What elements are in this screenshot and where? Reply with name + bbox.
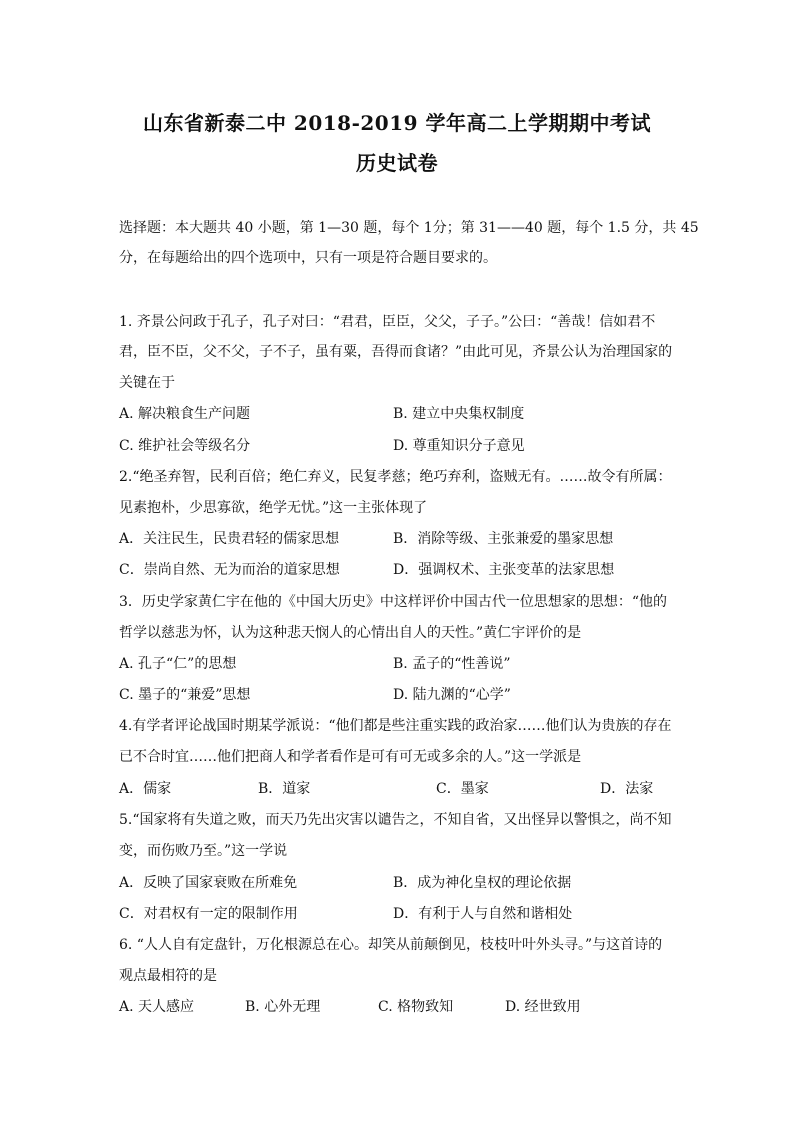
question-6-option-d: D. 经世致用 [505,999,581,1015]
question-3-line-2: 哲学以慈悲为怀，认为这种悲天悯人的心情出自人的天性。”黄仁宇评价的是 [119,625,582,641]
question-1-option-d: D. 尊重知识分子意见 [393,438,525,454]
question-2-option-b: B．消除等级、主张兼爱的墨家思想 [393,531,614,547]
question-1-line-1: 1. 齐景公问政于孔子，孔子对曰：“君君，臣臣，父父，子子。”公曰：“善哉！信如君不 [119,314,656,330]
question-3-option-d: D. 陆九渊的“心学” [393,687,511,703]
question-5-line-1: 5.“国家将有失道之败，而天乃先出灾害以谴告之，不知自省，又出怪异以警惧之，尚不知 [119,812,672,828]
exam-subtitle: 历史试卷 [356,151,438,175]
question-4-option-b: B．道家 [258,781,311,797]
question-1-line-2: 君，臣不臣，父不父，子不子，虽有粟，吾得而食诸？”由此可见，齐景公认为治理国家的 [119,344,673,360]
question-2-line-1: 2.“绝圣弃智，民利百倍；绝仁弃义，民复孝慈；绝巧弃利，盗贼无有。……故令有所属： [119,469,672,485]
question-4-option-a: A．儒家 [119,781,172,797]
instructions-line-2: 分，在每题给出的四个选项中，只有一项是符合题目要求的。 [119,250,497,266]
question-1-option-b: B. 建立中央集权制度 [393,406,525,422]
question-4-line-1: 4.有学者评论战国时期某学派说：“他们都是些注重实践的政治家……他们认为贵族的存在 [119,718,672,734]
question-6-line-1: 6. “人人自有定盘针，万化根源总在心。却笑从前颠倒见，枝枝叶叶外头寻。”与这首诗的 [119,937,663,953]
question-3-line-1: 3．历史学家黄仁宇在他的《中国大历史》中这样评价中国古代一位思想家的思想：“他的 [119,594,668,610]
question-3-option-c: C. 墨子的“兼爱”思想 [119,687,251,703]
question-4-option-d: D．法家 [600,781,654,797]
question-6-option-b: B. 心外无理 [245,999,321,1015]
question-3-option-a: A. 孔子“仁”的思想 [119,656,237,672]
question-1-option-a: A. 解决粮食生产问题 [119,406,251,422]
question-5-line-2: 变，而伤败乃至。”这一学说 [119,843,288,859]
question-2-option-c: C．崇尚自然、无为而治的道家思想 [119,562,340,578]
question-6-line-2: 观点最相符的是 [119,968,217,984]
question-5-option-d: D．有利于人与自然和谐相处 [393,906,573,922]
question-5-option-b: B．成为神化皇权的理论依据 [393,875,572,891]
question-2-line-2: 见素抱朴，少思寡欲，绝学无忧。”这一主张体现了 [119,500,428,516]
question-1-option-c: C. 维护社会等级名分 [119,438,251,454]
question-6-option-a: A. 天人感应 [119,999,195,1015]
question-5-option-a: A．反映了国家衰败在所难免 [119,875,298,891]
question-2-option-d: D．强调权术、主张变革的法家思想 [393,562,615,578]
exam-title: 山东省新泰二中 2018-2019 学年高二上学期期中考试 [142,111,652,135]
question-6-option-c: C. 格物致知 [378,999,454,1015]
question-4-option-c: C．墨家 [436,781,489,797]
question-1-line-3: 关键在于 [119,375,175,391]
instructions-line-1: 选择题：本大题共 40 小题，第 1—30 题，每个 1分；第 31——40 题，每个 1.5 分，共 45 [119,220,699,236]
question-2-option-a: A．关注民生，民贵君轻的儒家思想 [119,531,340,547]
question-5-option-c: C．对君权有一定的限制作用 [119,906,298,922]
question-4-line-2: 已不合时宜……他们把商人和学者看作是可有可无或多余的人。”这一学派是 [119,749,582,765]
question-3-option-b: B. 孟子的“性善说” [393,656,511,672]
